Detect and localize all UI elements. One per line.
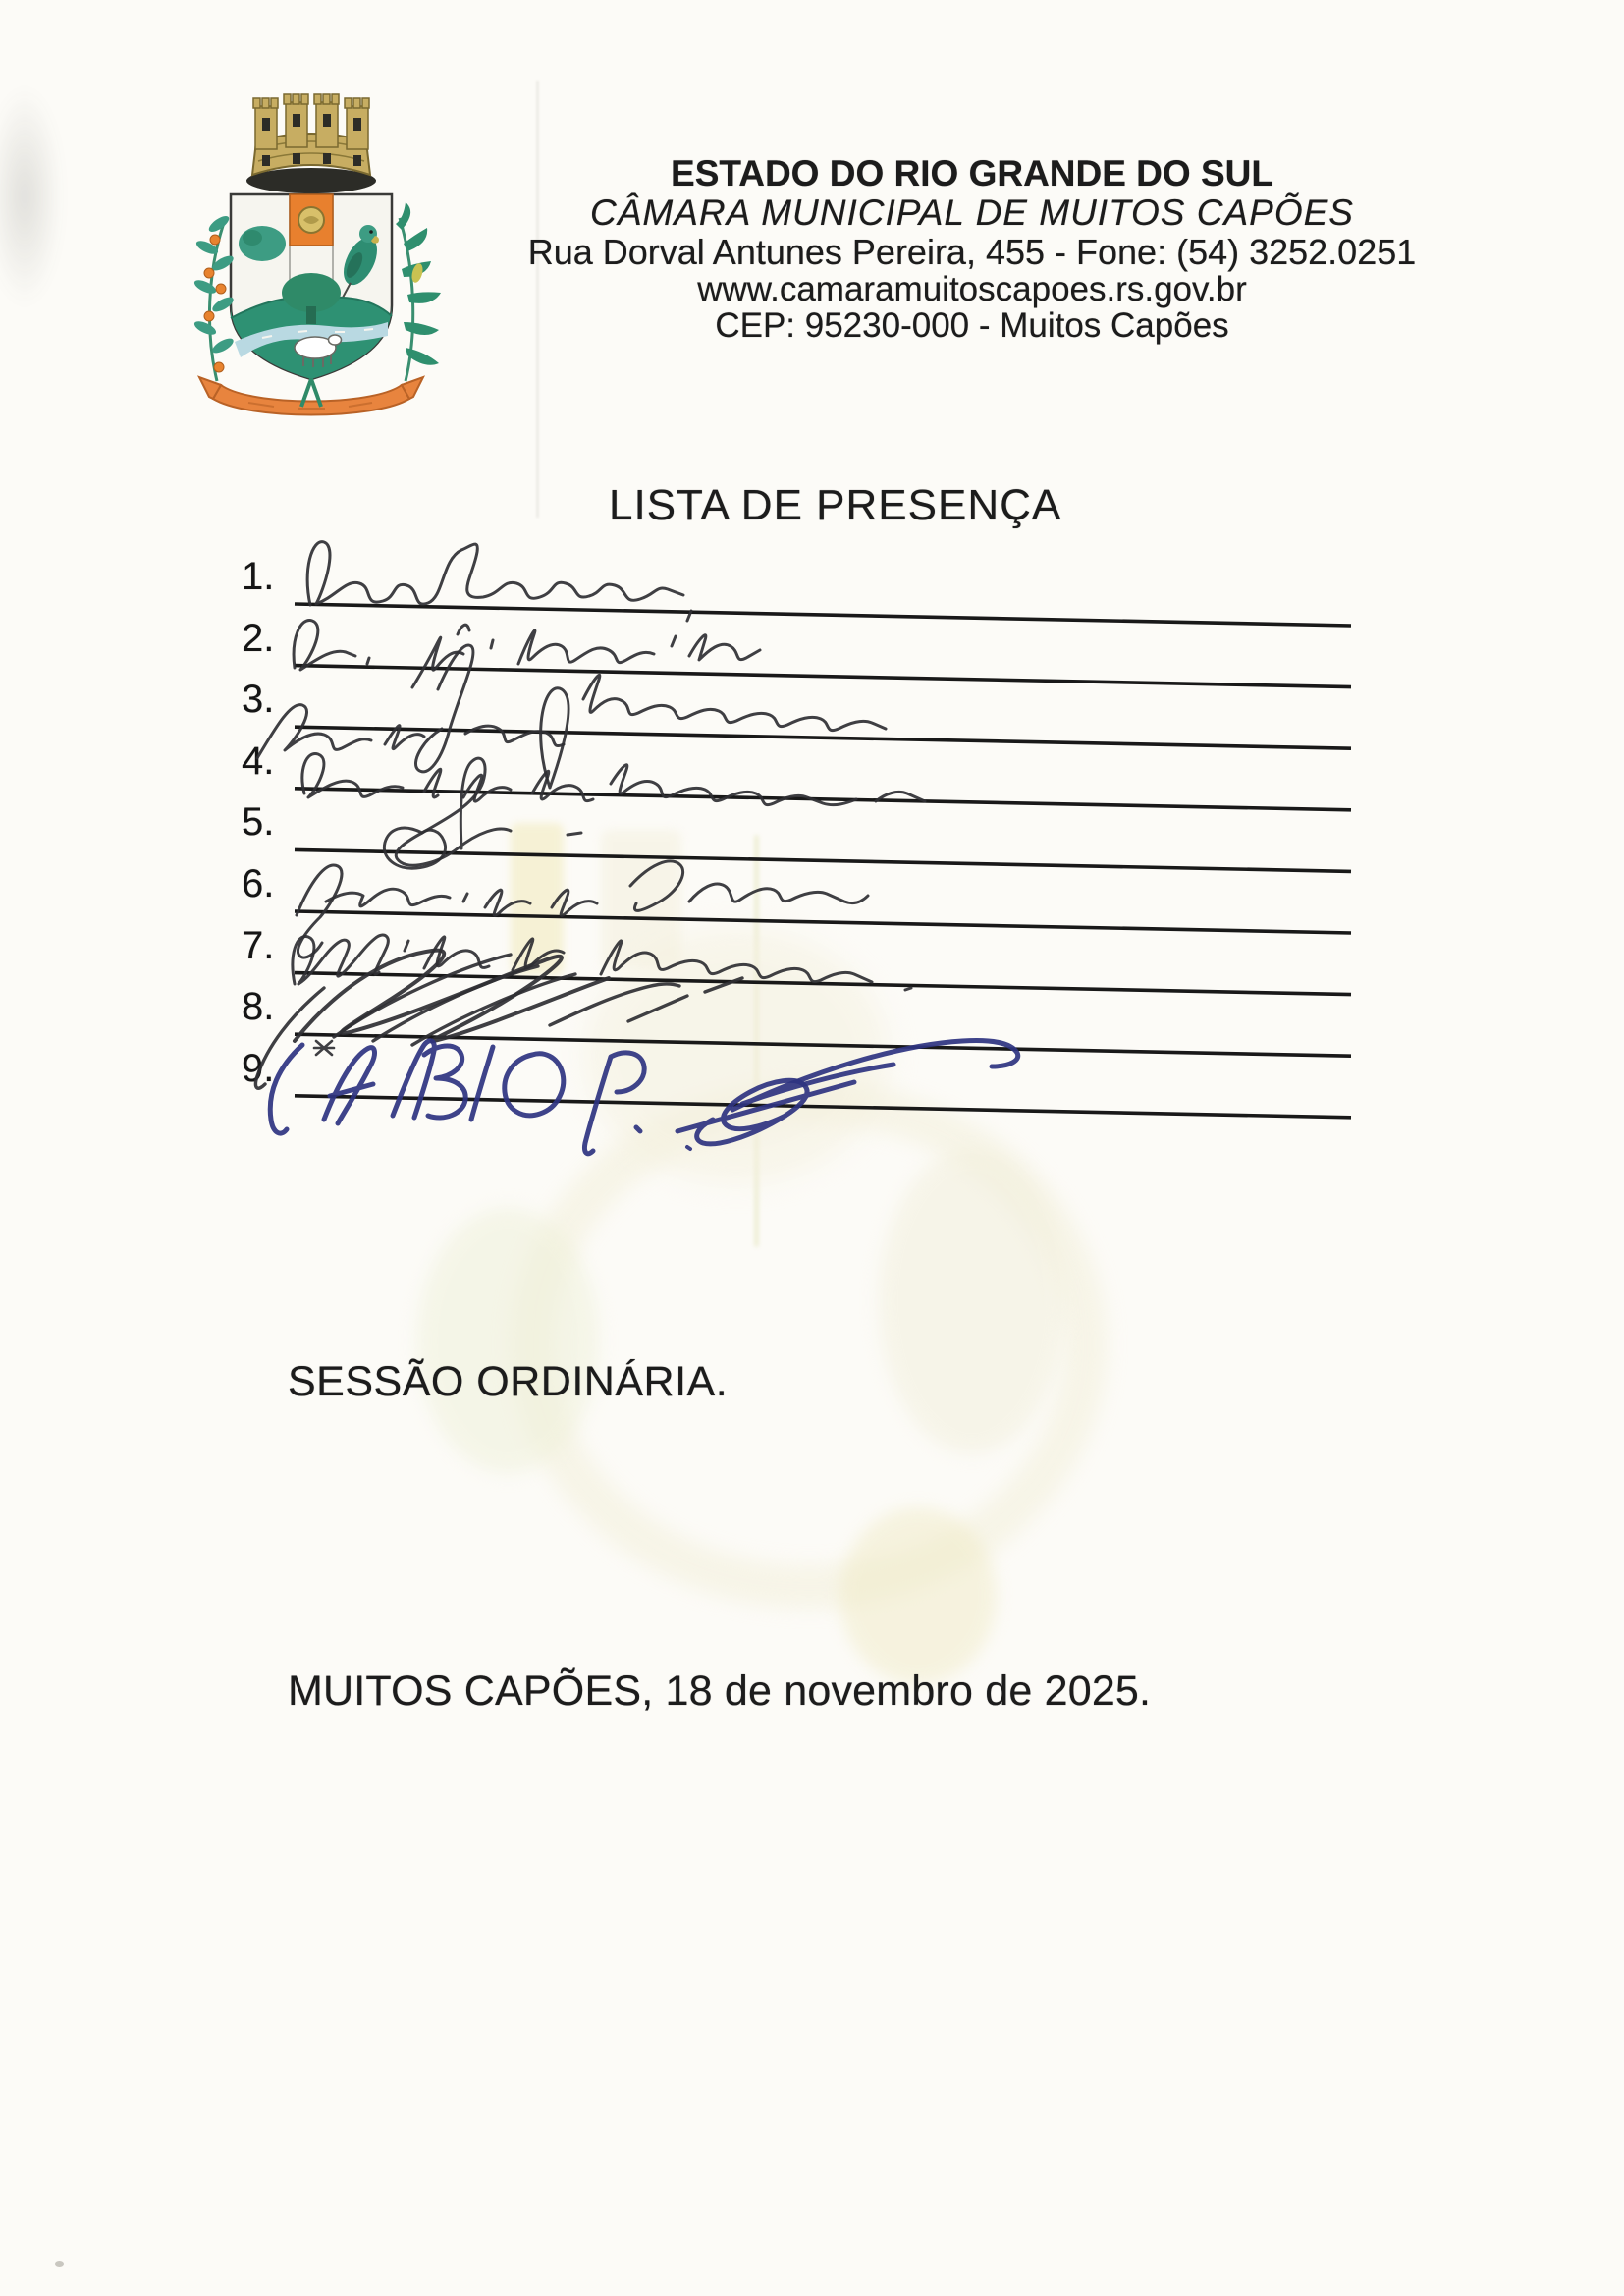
scan-speck	[55, 2261, 64, 2267]
letterhead-line-state: ESTADO DO RIO GRANDE DO SUL	[671, 153, 1273, 193]
list-item-number: 7.	[242, 923, 275, 967]
handwritten-signature	[307, 542, 691, 621]
letterhead-line-website: www.camaramuitoscapoes.rs.gov.br	[697, 270, 1247, 308]
session-type-label: SESSÃO ORDINÁRIA.	[288, 1358, 729, 1405]
list-item-number: 1.	[242, 555, 275, 598]
signature-line	[295, 911, 1351, 933]
letterhead	[452, 153, 1492, 344]
list-item-number: 2.	[242, 616, 275, 660]
list-item-number: 3.	[242, 678, 275, 722]
signature-line	[295, 604, 1351, 626]
coat-of-arms-icon	[180, 84, 443, 426]
handwritten-signature	[294, 621, 760, 687]
page-title: LISTA DE PRESENÇA	[609, 481, 1062, 529]
list-item-number: 6.	[242, 862, 275, 905]
signature-line	[295, 849, 1351, 871]
letterhead-line-address: Rua Dorval Antunes Pereira, 455 - Fone: (54) 3252.0251	[527, 232, 1417, 272]
letterhead-line-cep: CEP: 95230-000 - Muitos Capões	[715, 306, 1229, 345]
signature-line	[295, 789, 1351, 810]
list-item-number: 8.	[242, 985, 275, 1029]
signature-line	[295, 727, 1351, 748]
list-item-number: 5.	[242, 800, 275, 845]
list-item-number: 4.	[242, 738, 275, 783]
signature-line	[295, 666, 1351, 687]
handwritten-signature	[257, 645, 886, 772]
place-and-date-line: MUITOS CAPÕES, 18 de novembro de 2025.	[288, 1667, 1152, 1715]
handwritten-signature	[302, 688, 925, 805]
list-item-number: 9.	[242, 1046, 275, 1090]
letterhead-line-chamber: CÂMARA MUNICIPAL DE MUITOS CAPÕES	[590, 192, 1354, 233]
scan-shadow-top-left	[0, 39, 79, 354]
